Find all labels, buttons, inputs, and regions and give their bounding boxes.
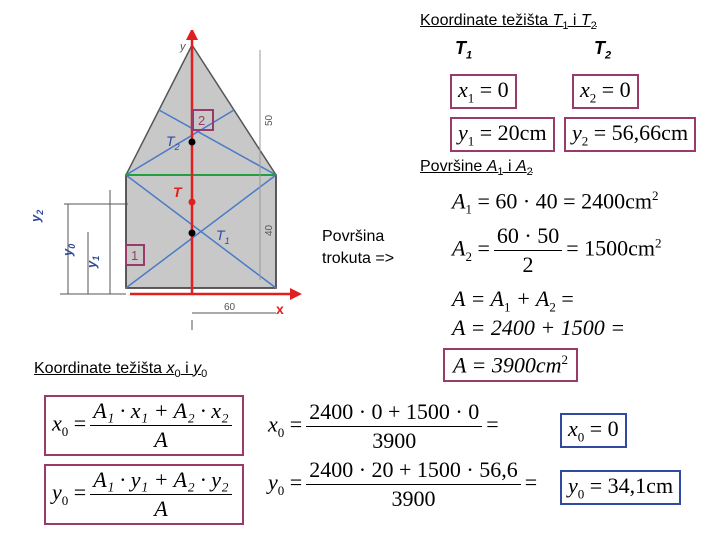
label-y1: $y_1$ xyxy=(84,255,101,268)
column-T1-header: $T_1$ xyxy=(455,38,473,62)
area-sum-equation: $A = A_1 + A_2$ = xyxy=(452,286,574,315)
centroid-T2-point xyxy=(189,139,196,146)
area-sum-values: A = 2400 + 1500 = xyxy=(452,315,626,340)
dimension-50: 50 xyxy=(264,114,275,126)
centroid-figure xyxy=(20,30,320,340)
axis-x-label: x xyxy=(276,301,284,317)
total-area-box: $A = 3900cm^2$ xyxy=(443,348,578,382)
triangle-area-note: Površina trokuta => xyxy=(322,228,395,267)
areas-title: Površine $A_1$ i $A_2$ xyxy=(420,158,533,179)
y0-calculation: $y_0$ = $\frac{2400 \cdot 20 + 1500 \cdot 56,6}{3900}$ = xyxy=(268,457,538,512)
x0-result-box: $x_0 = 0$ xyxy=(560,413,627,448)
x1-box: $x_1 = 0$ xyxy=(450,74,517,109)
region-1-label: 1 xyxy=(131,248,139,263)
x0-calculation: $x_0$ = $\frac{2400 \cdot 0 + 1500 \cdot 0}{3900}$ = xyxy=(268,399,499,454)
area-A2-equation: $A_2$ = $\frac{60 \cdot 50}{2}$ = $1500cm^2$ xyxy=(452,223,662,278)
column-T2-header: $T_2$ xyxy=(594,38,612,62)
y0-formula-box: $y_0$ = $\frac{\text{A₁ · y₁ + A₂ · y₂}}{A}$ xyxy=(44,464,244,525)
y0-result-box: $y_0 = 34,1cm$ xyxy=(560,470,681,505)
point-T-label: T xyxy=(173,184,182,200)
axis-y-label: y xyxy=(180,41,186,53)
house-shape xyxy=(126,45,276,288)
dimension-40: 40 xyxy=(264,224,275,236)
centroids-title: Koordinate težišta $T_1$ i $T_2$ xyxy=(420,12,597,33)
area-A1-equation: $A_1 = 60 \cdot 40 = 2400cm^2$ xyxy=(452,188,659,217)
point-T1-label: $T_1$ xyxy=(216,227,230,246)
label-y0: $y_0$ xyxy=(60,243,77,256)
y1-box: $y_1 = 20cm$ xyxy=(450,117,555,152)
centroid-T-point xyxy=(189,199,196,206)
x2-box: $x_2 = 0$ xyxy=(572,74,639,109)
x0-formula-box: $x_0$ = $\frac{\text{A₁ · x₁ + A₂ · x₂}}{A}$ xyxy=(44,395,244,456)
dimension-60: 60 xyxy=(224,302,236,313)
x0-y0-title: Koordinate težišta $x_0$ i $y_0$ xyxy=(34,360,208,381)
point-T2-label: $T_2$ xyxy=(166,133,180,152)
y2-box: $y_2 = 56,66cm$ xyxy=(564,117,696,152)
label-y2: $y_2$ xyxy=(28,209,45,222)
region-2-label: 2 xyxy=(198,113,206,128)
centroid-T1-point xyxy=(189,230,196,237)
